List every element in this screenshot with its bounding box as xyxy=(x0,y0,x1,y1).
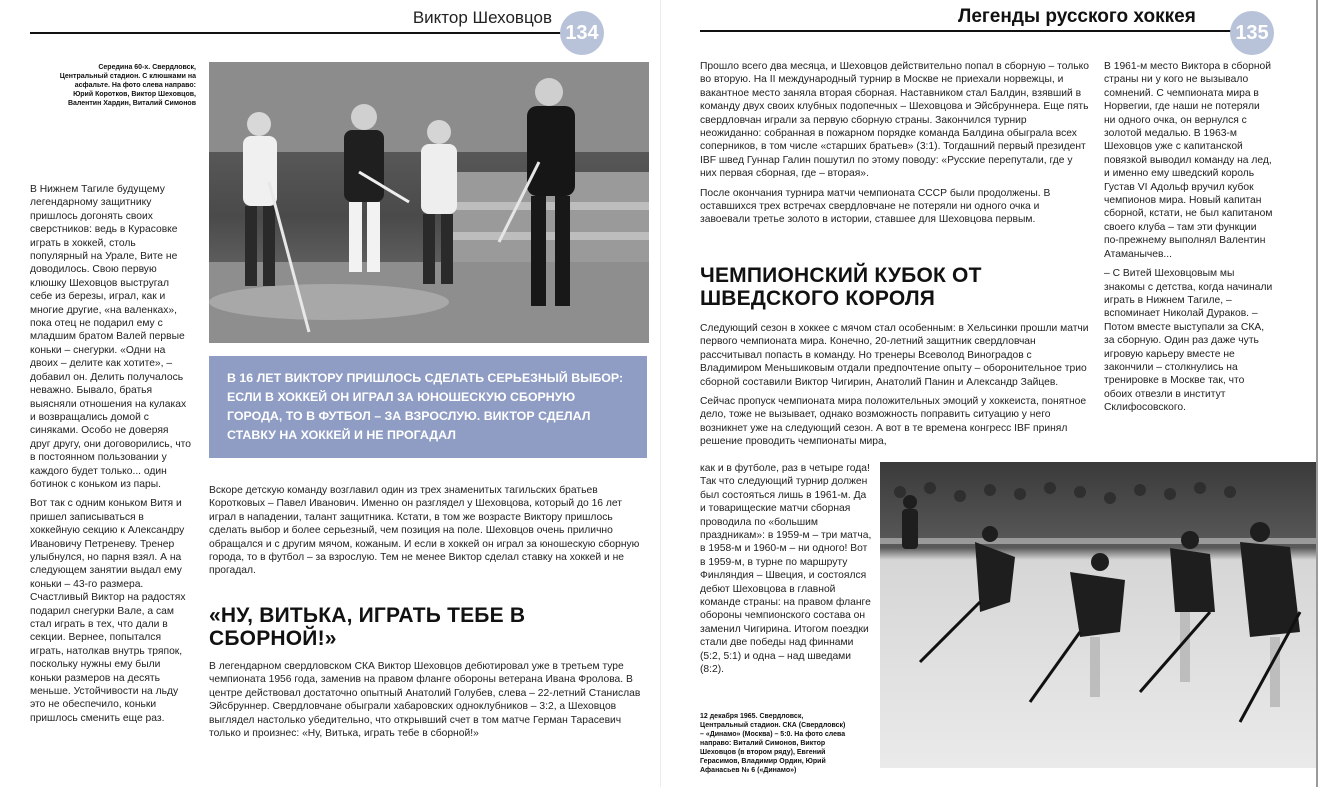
left-column-1 xyxy=(30,183,191,731)
right-header-rule xyxy=(700,30,1232,32)
right-photo-caption: 12 декабря 1965. Свердловск, Центральный стадион. СКА (Свердловск) – «Динамо» (Москва) – 5:0. На фото слева направо: Виталий Симонов, Виктор Шеховцов (в втором ряду), Евгений Герасимов, Владимир Ордин, Юрий Афанасьев № 6 («Динамо») xyxy=(700,713,846,774)
left-header-rule xyxy=(30,32,578,34)
right-col1-paragraph-1: Прошло всего два месяца, и Шеховцов действительно попал в сборную – только во вторую. На II международный турнир в Москве не приехали норвежцы, и вакантное место заняла вторая сборная. Наставником стал Балдин, взявший в команду двух своих клубных подопечных – Шеховцова и Эйсбруннера. Еще пять свердловчан играли за первую сборную страны. Закончился турнир неожиданно: собранная в пожарном порядке команда Балдина обыграла всех соперников, в том числе «старших братьев» (3:1). Тогдашний первый президент IBF швед Гуннар Галин пошутил по этому поводу: «Русские перепутали, где у них первая сборная, где – вторая». xyxy=(700,61,1089,180)
page-gutter xyxy=(660,0,661,787)
left-col1-paragraph-1: В Нижнем Тагиле будущему легендарному защитнику пришлось догонять своих сверстников: ведь в Курасовке играть в хоккей, столь популярный на Урале, Вите не доводилось. Свою первую клюшку Шеховцов выстругал себе из березы, играл, как и многие другие, «на валенках», пока отец не подарил ему с младшим братом Валей первые коньки – снегурки. «Одни на двоих – делите как хотите», – добавил он. Делить получалось неважно. Бывало, братья выясняли отношения на кулаках и возвращались домой с синяками. Особо не доверяя друг другу, они договорились, что в постоянном пользовании у каждого будет только... один ботинок с коньком из пары. xyxy=(30,184,192,490)
right-column-1-body xyxy=(700,322,1090,455)
bandy-match-photo xyxy=(880,462,1316,768)
right-col1-paragraph-3: Следующий сезон в хоккее с мячом стал особенным: в Хельсинки прошли матчи первого чемпионата мира. Конечно, 20-летний защитник свердловчан рассчитывал попасть в команду. Но тренеры Всеволод Виноградов с Владимиром Меньшиковым отдали предпочтение опыту – оборонительное трио сборной составили Виктор Чигирин, Анатолий Панин и Александр Зайцев. xyxy=(700,323,1089,388)
right-col2-paragraph-1: В 1961-м место Виктора в сборной страны ни у кого не вызывало сомнений. С чемпионата мира в Норвегии, где наши не потеряли ни одного очка, он вернулся с золотой медалью. В 1963-м Шеховцов уже с капитанской повязкой выводил команду на лед, и именно ему шведский король Густав VI Адольф вручил кубок чемпионов мира. Новый капитан сборной, кстати, не был капитаном своего клуба – там эти функции по-прежнему выполнял Валентин Атаманычев... xyxy=(1104,61,1273,260)
right-narrow-column: как и в футболе, раз в четыре года! Так что следующий турнир должен был состояться лишь в 1961-м. Да и товарищеские матчи сборная проводила по «большим праздникам»: в 1959-м – три матча, в 1958-м и 1960-м – ни одного! Вот в 1959-м, в турне по маршруту Финляндия – Швеция, и состоялся дебют Шеховцова в главной команде страны: на правом фланге обороны чемпионского состава он заменил Чигирина. Итогом поездки стали две победы над финнами (5:2, 5:1) и одна – над шведами (8:2). xyxy=(700,463,872,676)
right-col2-paragraph-2: – С Витей Шеховцовым мы знакомы с детства, когда начинали играть в Нижнем Тагиле, – вспоминает Николай Дураков. – Потом вместе выступали за СКА, за сборную. Один раз даже чуть игровую карьеру вместе не закончили – столкнулись на тренировке в Москве так, что обоих отвезли в институт Склифосовского. xyxy=(1104,268,1273,414)
left-photo-caption: Середина 60-х. Свердловск, Центральный стадион. С клюшками на асфальте. На фото слева направо: Юрий Коротков, Виктор Шеховцов, Валентин Хардин, Виталий Симонов xyxy=(59,64,196,107)
pull-quote: В 16 ЛЕТ ВИКТОРУ ПРИШЛОСЬ СДЕЛАТЬ СЕРЬЕЗНЫЙ ВЫБОР: ЕСЛИ В ХОККЕЙ ОН ИГРАЛ ЗА ЮНОШЕСКУЮ СБОРНУЮ ГОРОДА, ТО В ФУТБОЛ – ЗА ВЗРОСЛУЮ. ВИКТОР СДЕЛАЛ СТАВКУ НА ХОККЕЙ И НЕ ПРОГАДАЛ xyxy=(209,356,647,458)
right-column-1-top xyxy=(700,60,1090,233)
right-col1-paragraph-2: После окончания турнира матчи чемпионата СССР были продолжены. В оставшихся трех встречах свердловчане не потеряли ни одного очка и завоевали третье золото в истории, ставшее для Шеховцова первым. xyxy=(700,187,1051,226)
left-col1-paragraph-2: Вот так с одним коньком Витя и пришел записываться в хоккейную секцию к Александру Ивановичу Петреневу. Тренер улыбнулся, но парня взял. А на следующем занятии выдал ему коньки – 43-го размера. Счастливый Виктор на радостях подарил снегурки Вале, а сам стал играть в тех, что дали в секции. Вернее, попытался играть, натолкав внутрь тряпок, поскольку нужны ему были коньки размеров на десять меньше. Устойчивости на льду это не обеспечило, коньки пришлось сменить еще раз. xyxy=(30,498,186,724)
left-section-heading: «НУ, ВИТЬКА, ИГРАТЬ ТЕБЕ В СБОРНОЙ!» xyxy=(209,604,526,650)
right-page-header: Легенды русского хоккея xyxy=(958,6,1196,27)
left-column-2-body: В легендарном свердловском СКА Виктор Шеховцов дебютировал уже в третьем туре чемпионата 1956 года, заменив на правом фланге обороны ветерана Ивана Фролова. В центре действовал достаточно опытный Анатолий Голубев, слева – 22-летний Станислав Эйсбруннер. Свердловчане обыграли хабаровских одноклубников – 3:2, а Шеховцов выглядел настолько убедительно, что открывший счет в том матче Герман Тарасевич только и произнес: «Ну, Витька, играть тебе в сборной!» xyxy=(209,661,641,740)
right-section-heading: ЧЕМПИОНСКИЙ КУБОК ОТ ШВЕДСКОГО КОРОЛЯ xyxy=(700,264,982,310)
left-page-header: Виктор Шеховцов xyxy=(412,8,552,27)
right-column-2 xyxy=(1104,60,1274,421)
players-photo xyxy=(209,62,649,343)
right-page-number: 135 xyxy=(1230,11,1274,55)
page-edge xyxy=(1316,0,1318,787)
left-page-number: 134 xyxy=(560,11,604,55)
right-col1-paragraph-4: Сейчас пропуск чемпионата мира положительных эмоций у хоккеиста, понятное дело, тоже не вызывает, однако возможность поправить ситуацию у него возникнет уже на следующий сезон. А вот в те времена конгресс IBF принял решение проводить чемпионаты мира, xyxy=(700,396,1087,448)
left-column-2-intro: Вскоре детскую команду возглавил один из трех знаменитых тагильских братьев Коротковых – Павел Иванович. Именно он разглядел у Шеховцова, который до 16 лет играл в нападении, талант защитника. Кстати, в том же возрасте Виктору пришлось сделать выбор и более серьезный, чем позиция на поле. Шеховцов очень прилично обращался и с другим мячом, кожаным. И если в хоккей он играл за юношескую сборную города, то в футбол – за взрослую. Тем не менее Виктор сделал ставку на хоккей и не прогадал. xyxy=(209,485,640,577)
